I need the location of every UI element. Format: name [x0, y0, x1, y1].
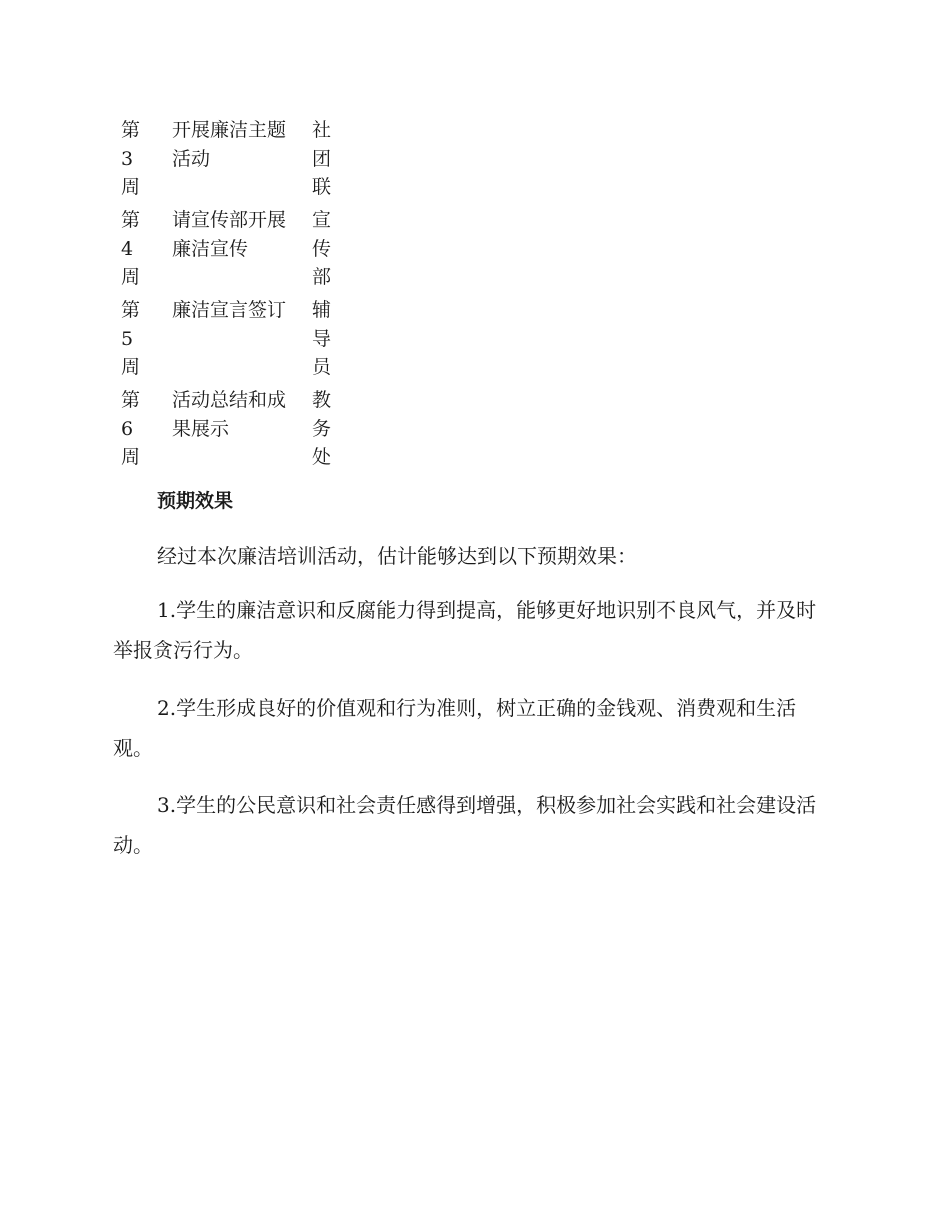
table-row	[113, 386, 343, 476]
owner-cell: 社团联	[312, 119, 332, 198]
effect-point-3: 3.学生的公民意识和社会责任感得到增强，积极参加社会实践和社会建设活动。	[113, 793, 817, 857]
owner-cell: 辅导员	[312, 299, 332, 378]
activity-cell: 请宣传部开展廉洁宣传	[172, 209, 287, 260]
activity-cell: 活动总结和成果展示	[172, 389, 287, 440]
table-row	[113, 116, 343, 206]
activity-cell: 开展廉洁主题活动	[172, 119, 287, 170]
effect-point-2: 2.学生形成良好的价值观和行为准则，树立正确的金钱观、消费观和生活观。	[113, 696, 797, 760]
effect-point-1: 1.学生的廉洁意识和反腐能力得到提高，能够更好地识别不良风气，并及时举报贪污行为。	[113, 598, 817, 662]
owner-cell: 宣传部	[312, 209, 332, 288]
week-cell: 第5周	[121, 299, 141, 378]
week-cell: 第4周	[121, 209, 141, 288]
table-row	[113, 296, 343, 386]
owner-cell: 教务处	[312, 389, 332, 468]
week-cell: 第6周	[121, 389, 141, 468]
section-heading: 预期效果	[157, 490, 234, 512]
schedule-table	[113, 116, 343, 476]
table-row	[113, 206, 343, 296]
activity-cell: 廉洁宣言签订	[172, 299, 287, 321]
intro-paragraph: 经过本次廉洁培训活动，估计能够达到以下预期效果：	[157, 544, 637, 568]
week-cell: 第3周	[121, 119, 141, 198]
